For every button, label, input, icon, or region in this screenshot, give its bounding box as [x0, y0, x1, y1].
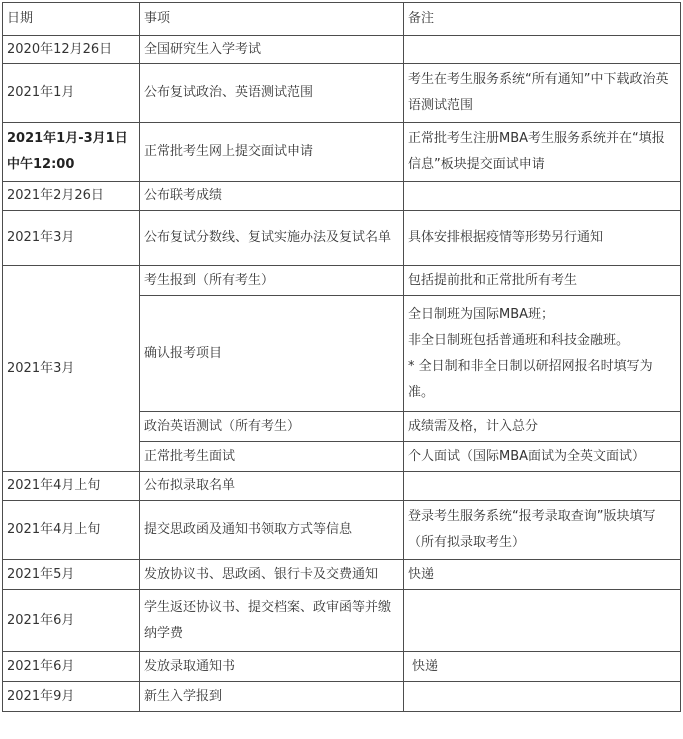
- note-cell: 登录考生服务系统“报考录取查询”版块填写（所有拟录取考生）: [404, 501, 681, 560]
- date-cell: 2021年3月: [3, 211, 140, 266]
- item-cell: 公布复试分数线、复试实施办法及复试名单: [140, 211, 404, 266]
- date-cell: 2021年2月26日: [3, 182, 140, 211]
- item-cell: 提交思政函及通知书领取方式等信息: [140, 501, 404, 560]
- date-cell: 2021年4月上旬: [3, 472, 140, 501]
- header-row: [3, 3, 681, 36]
- note-cell: 个人面试（国际MBA面试为全英文面试）: [404, 442, 681, 472]
- header-note: 备注: [404, 3, 681, 36]
- table-row: [3, 123, 681, 182]
- date-cell: 2021年6月: [3, 590, 140, 652]
- note-cell: [404, 296, 681, 412]
- header-date: 日期: [3, 3, 140, 36]
- date-cell: 2021年5月: [3, 560, 140, 590]
- note-cell: 具体安排根据疫情等形势另行通知: [404, 211, 681, 266]
- header-item: 事项: [140, 3, 404, 36]
- item-cell: 全国研究生入学考试: [140, 36, 404, 64]
- note-cell: 考生在考生服务系统“所有通知”中下载政治英语测试范围: [404, 64, 681, 123]
- note-cell: [404, 182, 681, 211]
- date-cell: [3, 123, 140, 182]
- note-cell: [404, 682, 681, 712]
- table-row: [3, 682, 681, 712]
- note-cell: [404, 36, 681, 64]
- table-row: [3, 64, 681, 123]
- date-cell: 2021年4月上旬: [3, 501, 140, 560]
- note-cell: [404, 590, 681, 652]
- table-row: [3, 182, 681, 211]
- date-cell: 2021年6月: [3, 652, 140, 682]
- table-row: [3, 652, 681, 682]
- table-row: [3, 36, 681, 64]
- item-cell: 发放录取通知书: [140, 652, 404, 682]
- item-cell: 发放协议书、思政函、银行卡及交费通知: [140, 560, 404, 590]
- item-cell: 正常批考生面试: [140, 442, 404, 472]
- item-cell: 确认报考项目: [140, 296, 404, 412]
- note-cell: 成绩需及格，计入总分: [404, 412, 681, 442]
- note-line: 非全日制班包括普通班和科技金融班。: [408, 332, 630, 348]
- date-cell: 2021年3月: [3, 266, 140, 472]
- note-line: * 全日制和非全日制以研招网报名时填写为准。: [408, 358, 653, 400]
- table-row: [3, 560, 681, 590]
- item-cell: 公布复试政治、英语测试范围: [140, 64, 404, 123]
- date-part: 2021年1月-: [7, 131, 84, 146]
- table-row: [3, 472, 681, 501]
- table-row: [3, 211, 681, 266]
- item-cell: 政治英语测试（所有考生）: [140, 412, 404, 442]
- note-cell: 快递: [404, 652, 681, 682]
- date-cell: 2020年12月26日: [3, 36, 140, 64]
- date-cell: 2021年9月: [3, 682, 140, 712]
- note-cell: 快递: [404, 560, 681, 590]
- note-line: 全日制班为国际MBA班；: [408, 306, 555, 322]
- note-cell: 包括提前批和正常批所有考生: [404, 266, 681, 296]
- item-cell: 公布联考成绩: [140, 182, 404, 211]
- table-row: [3, 590, 681, 652]
- item-cell: 学生返还协议书、提交档案、政审函等并缴纳学费: [140, 590, 404, 652]
- table-row: [3, 266, 681, 296]
- item-cell: 考生报到（所有考生）: [140, 266, 404, 296]
- date-part: 3月1日中午12:00: [7, 131, 128, 172]
- note-cell: [404, 472, 681, 501]
- item-cell: 新生入学报到: [140, 682, 404, 712]
- date-cell: 2021年1月: [3, 64, 140, 123]
- table-row: [3, 501, 681, 560]
- schedule-table: [2, 2, 681, 712]
- note-cell: 正常批考生注册MBA考生服务系统并在“填报信息”板块提交面试申请: [404, 123, 681, 182]
- item-cell: 正常批考生网上提交面试申请: [140, 123, 404, 182]
- item-cell: 公布拟录取名单: [140, 472, 404, 501]
